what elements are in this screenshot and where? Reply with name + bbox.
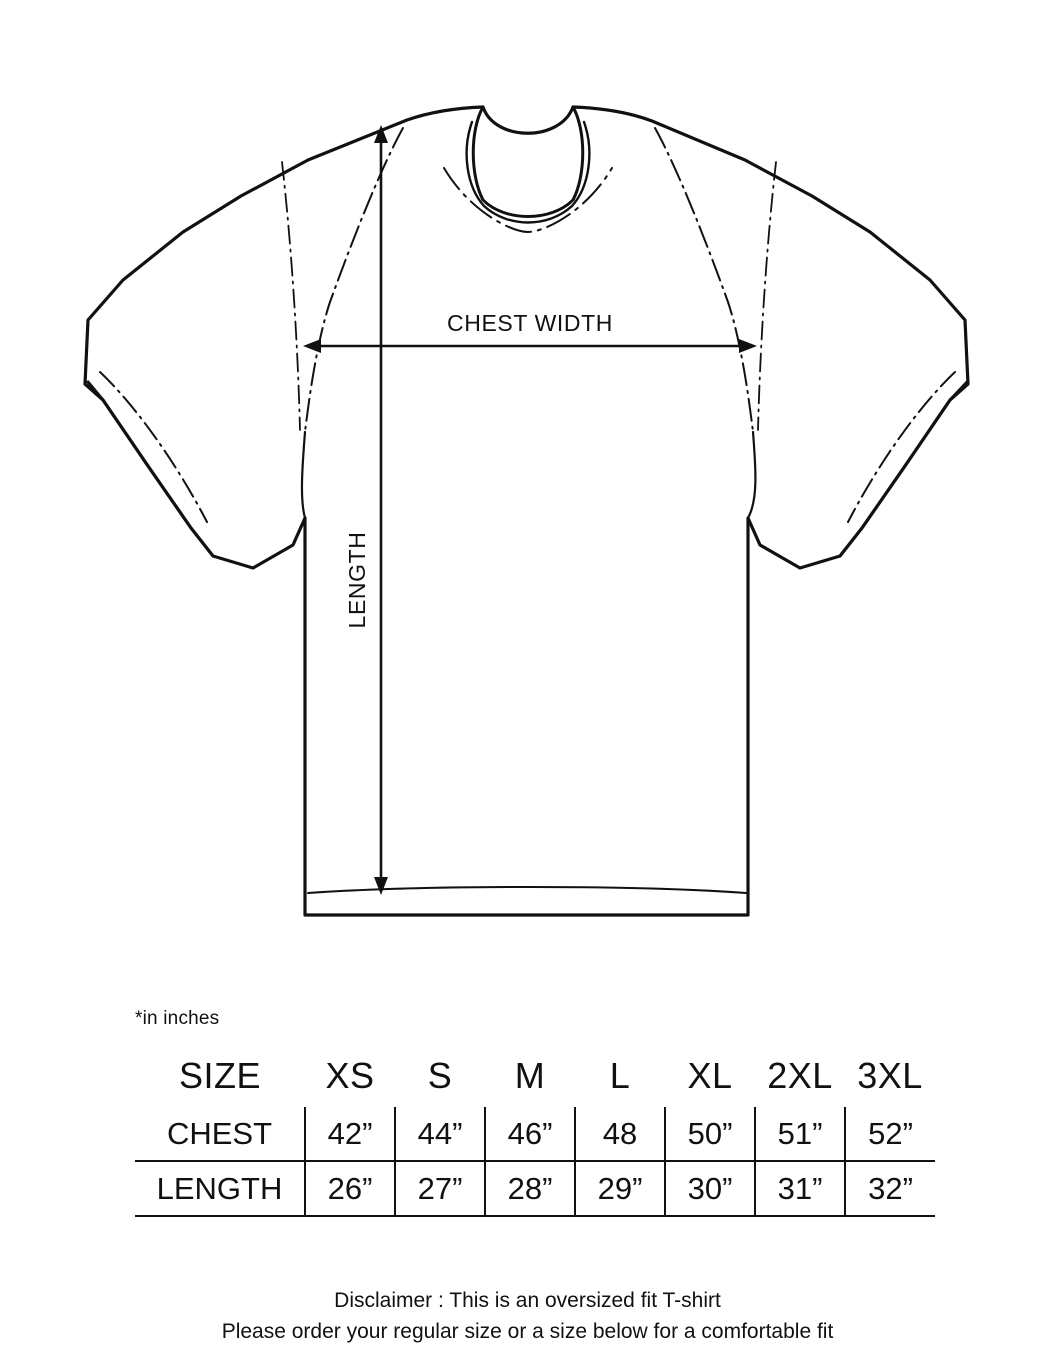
header-3xl: 3XL (857, 1055, 923, 1096)
measurements-table-container (135, 1045, 935, 1217)
disclaimer-line-1: Disclaimer : This is an oversized fit T-shirt (334, 1289, 721, 1312)
length-m: 28” (485, 1161, 575, 1216)
length-2xl: 31” (755, 1161, 845, 1216)
chest-xl: 50” (665, 1107, 755, 1161)
length-3xl: 32” (845, 1161, 935, 1216)
table-row (135, 1107, 935, 1161)
row-label-chest: CHEST (135, 1107, 305, 1161)
disclaimer-line-2: Please order your regular size or a size below for a comfortable fit (221, 1320, 834, 1343)
header-2xl: 2XL (767, 1055, 833, 1096)
header-l: L (609, 1055, 631, 1096)
header-size: SIZE (178, 1055, 261, 1096)
header-m: M (514, 1055, 546, 1096)
chest-s: 44” (395, 1107, 485, 1161)
table-header-row (135, 1045, 935, 1107)
chest-3xl: 52” (845, 1107, 935, 1161)
header-s: S (427, 1055, 453, 1096)
row-label-length: LENGTH (135, 1161, 305, 1216)
units-note: *in inches (135, 1008, 220, 1029)
disclaimer (0, 1285, 1055, 1347)
chest-2xl: 51” (755, 1107, 845, 1161)
table-row (135, 1161, 935, 1216)
measurements-table (135, 1045, 935, 1217)
chest-width-label: CHEST WIDTH (447, 310, 613, 336)
chest-l: 48 (575, 1107, 665, 1161)
length-l: 29” (575, 1161, 665, 1216)
chest-m: 46” (485, 1107, 575, 1161)
length-xl: 30” (665, 1161, 755, 1216)
length-xs: 26” (305, 1161, 395, 1216)
header-xs: XS (325, 1055, 375, 1096)
length-s: 27” (395, 1161, 485, 1216)
length-label: LENGTH (344, 531, 370, 629)
chest-xs: 42” (305, 1107, 395, 1161)
header-xl: XL (687, 1055, 733, 1096)
